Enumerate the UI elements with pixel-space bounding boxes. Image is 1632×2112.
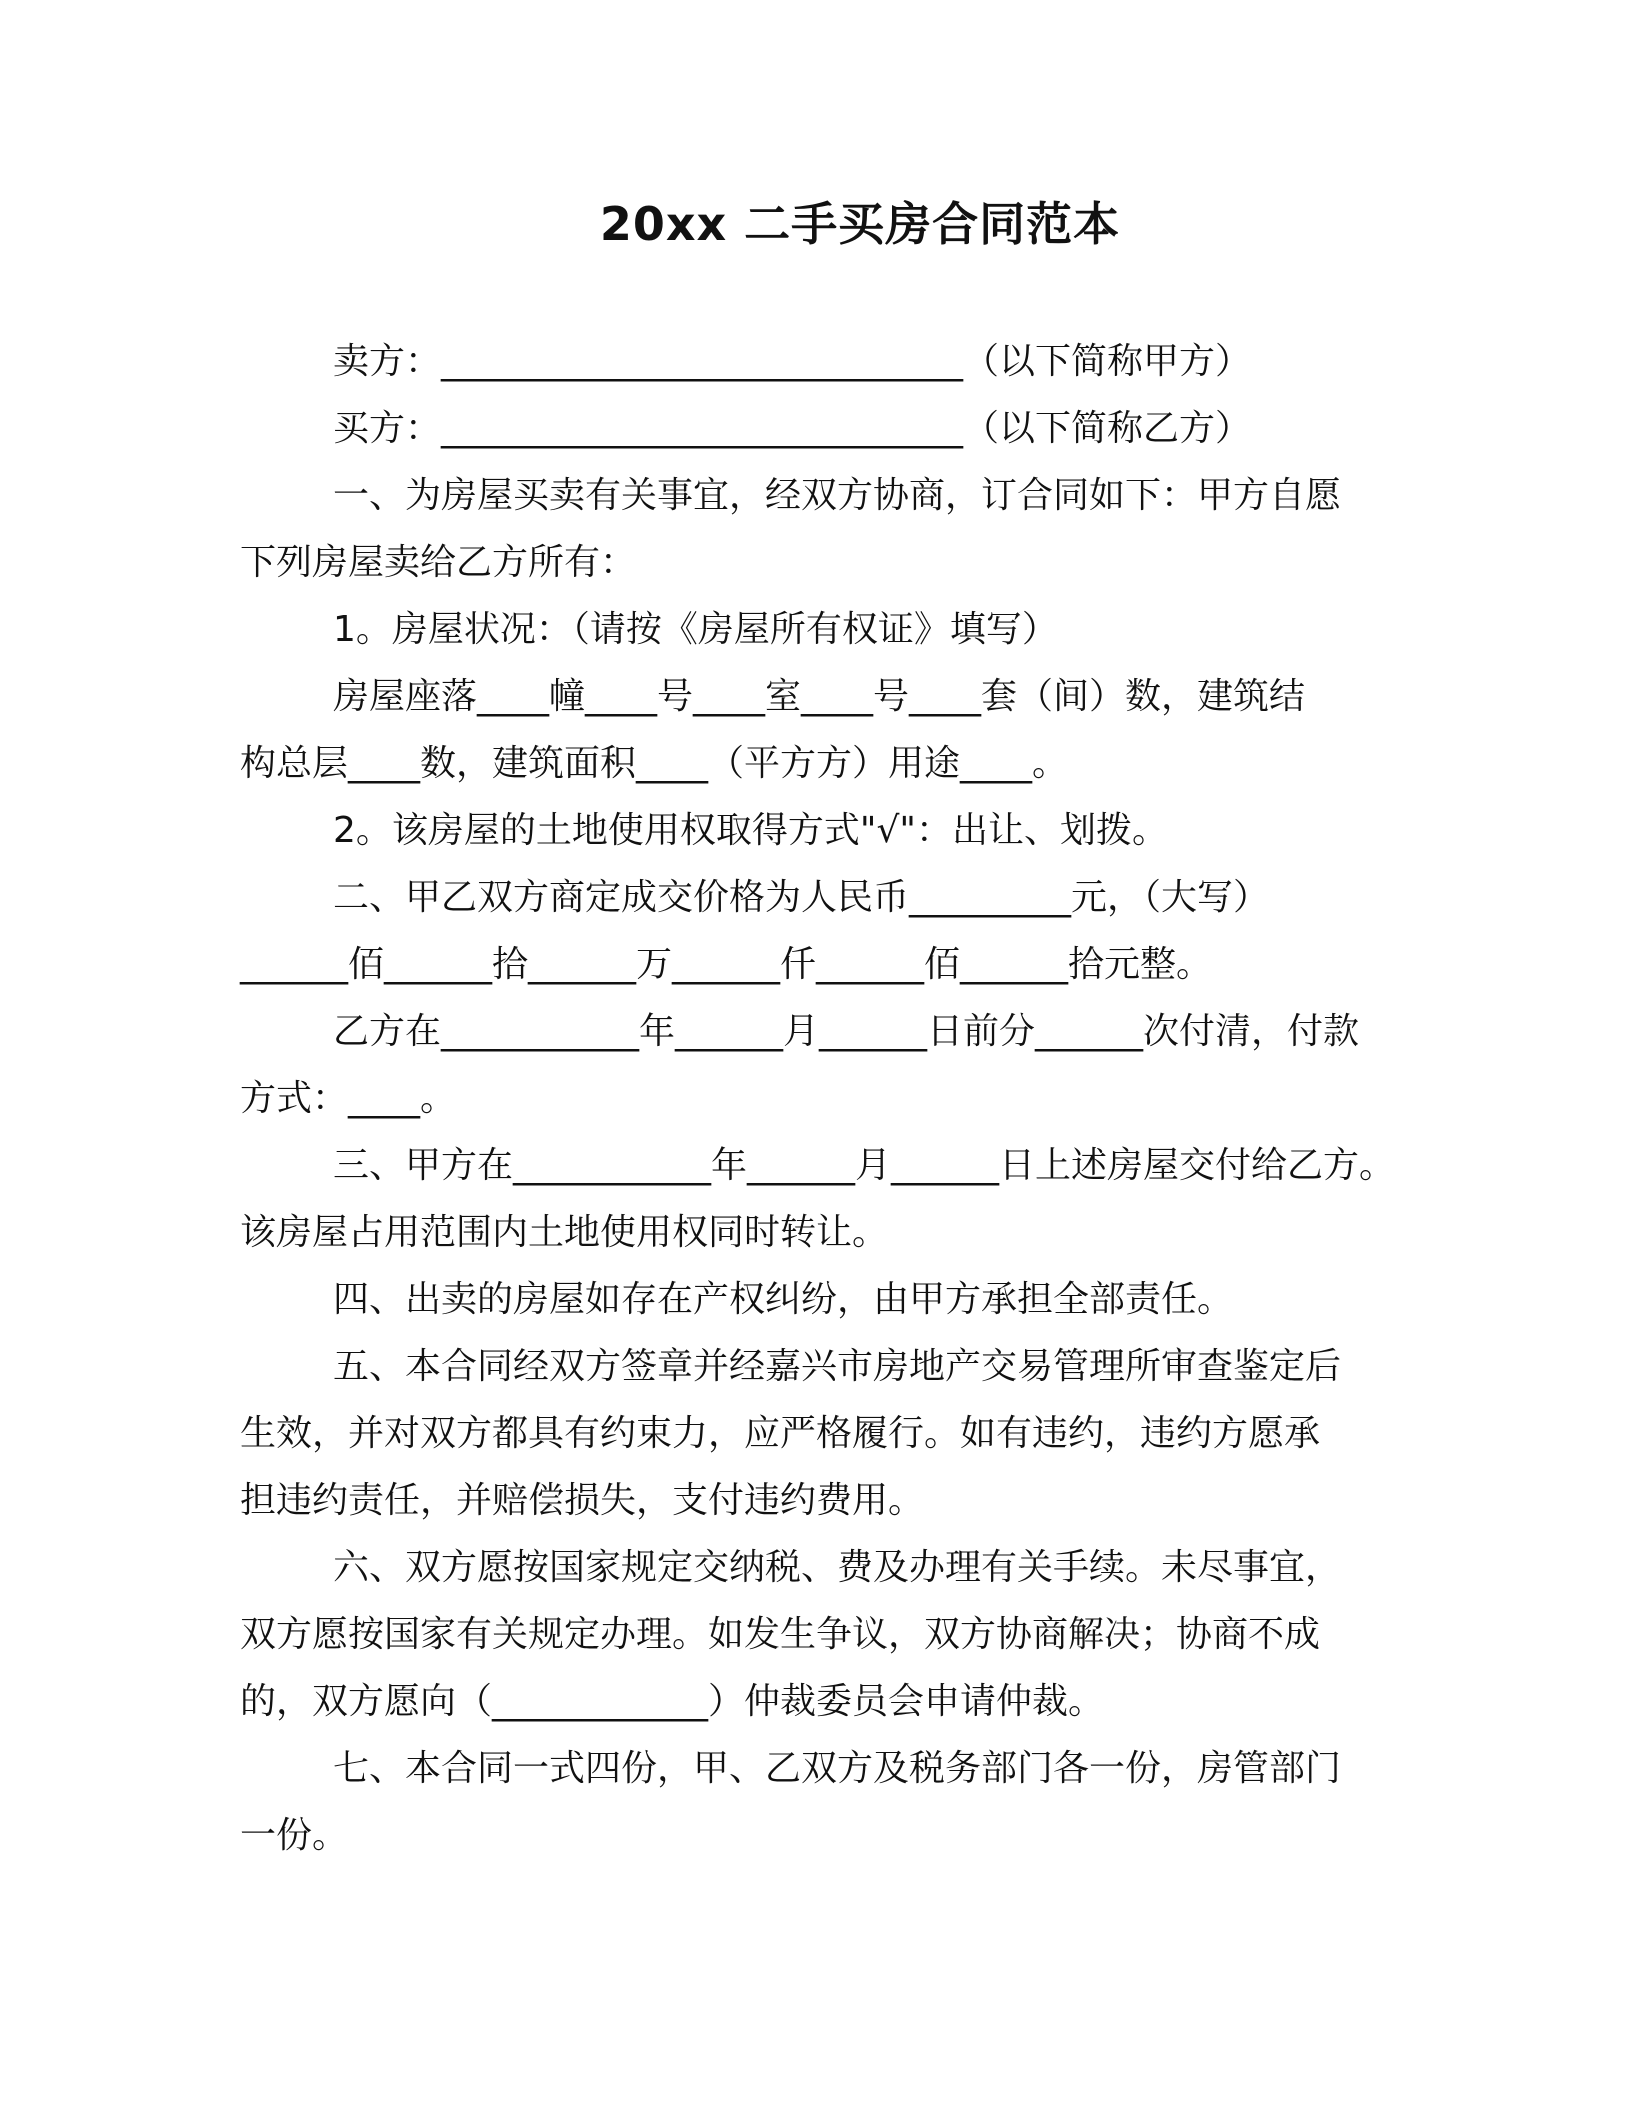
clause-7-copies-cont: 一份。 — [240, 1815, 349, 1856]
clause-2-price-uppercase: ______佰______拾______万______仟______佰______拾元整。 — [240, 944, 1213, 985]
clause-3-delivery: 三、甲方在___________年______月______日上述房屋交付给乙方。 — [333, 1145, 1396, 1186]
clause-5-effect-cont-2: 担违约责任，并赔偿损失，支付违约费用。 — [240, 1480, 925, 1521]
clause-4-dispute: 四、出卖的房屋如存在产权纠纷，由甲方承担全部责任。 — [333, 1279, 1234, 1320]
house-location: 房屋座落____幢____号____室____号____套（间）数，建筑结 — [333, 676, 1306, 717]
clause-2-price: 二、甲乙双方商定成交价格为人民币_________元，（大写） — [333, 877, 1270, 918]
seller-line: 卖方：_____________________________（以下简称甲方） — [333, 341, 1252, 382]
payment-schedule: 乙方在___________年______月______日前分______次付清，付款 — [333, 1011, 1360, 1052]
clause-5-effect: 五、本合同经双方签章并经嘉兴市房地产交易管理所审查鉴定后 — [333, 1346, 1342, 1387]
land-use-right: 2。该房屋的土地使用权取得方式"√"：出让、划拨。 — [333, 810, 1168, 851]
clause-5-effect-cont-1: 生效，并对双方都具有约束力，应严格履行。如有违约，违约方愿承 — [240, 1413, 1321, 1454]
clause-6-taxes: 六、双方愿按国家规定交纳税、费及办理有关手续。未尽事宜， — [333, 1547, 1342, 1588]
clause-3-delivery-cont: 该房屋占用范围内土地使用权同时转让。 — [240, 1212, 889, 1253]
clause-6-taxes-cont-2: 的，双方愿向（____________）仲裁委员会申请仲裁。 — [240, 1681, 1105, 1722]
payment-method: 方式：____。 — [240, 1078, 457, 1119]
document-title: 20xx 二手买房合同范本 — [599, 197, 1121, 251]
clause-7-copies: 七、本合同一式四份，甲、乙双方及税务部门各一份，房管部门 — [333, 1748, 1342, 1789]
clause-6-taxes-cont-1: 双方愿按国家有关规定办理。如发生争议，双方协商解决；协商不成 — [240, 1614, 1321, 1655]
house-location-cont: 构总层____数，建筑面积____（平方方）用途____。 — [240, 743, 1069, 784]
buyer-line: 买方：_____________________________（以下简称乙方） — [333, 408, 1252, 449]
clause-1-intro-cont: 下列房屋卖给乙方所有： — [240, 542, 637, 583]
house-status: 1。房屋状况：（请按《房屋所有权证》填写） — [333, 609, 1058, 650]
clause-1-intro: 一、为房屋买卖有关事宜，经双方协商，订合同如下：甲方自愿 — [333, 475, 1342, 516]
